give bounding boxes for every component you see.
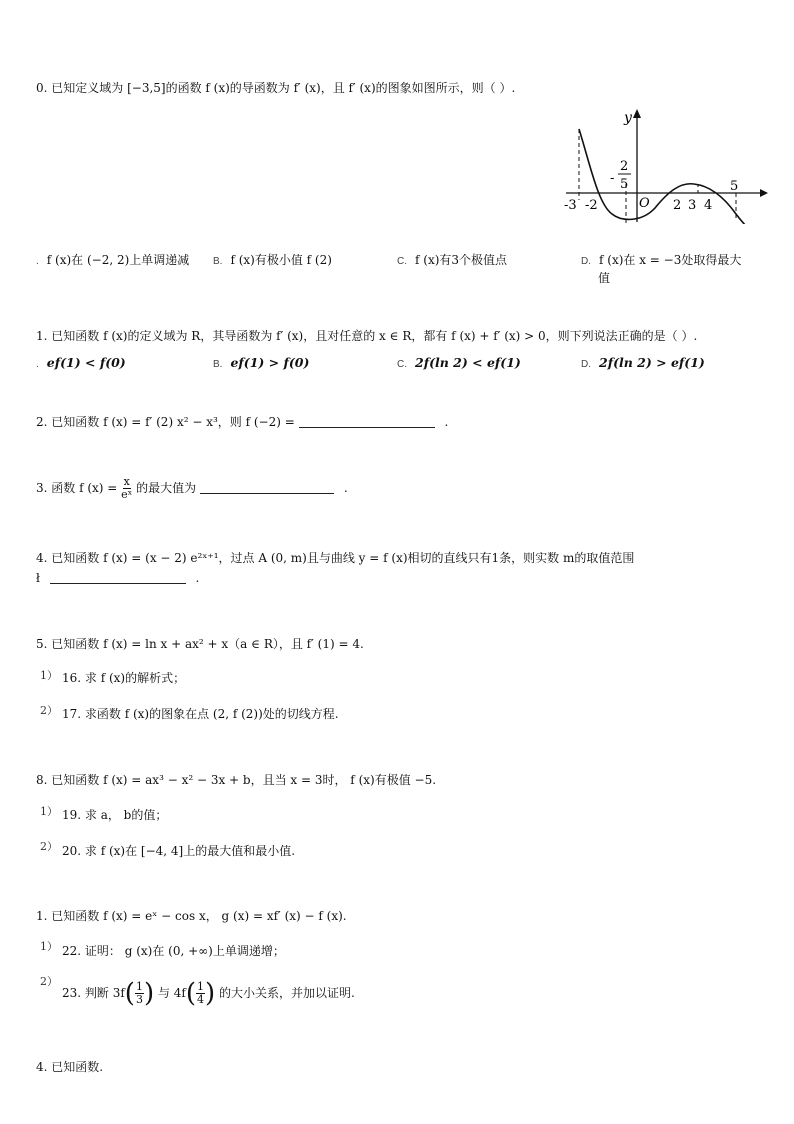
derivative-curve xyxy=(579,129,748,224)
tick-label: -2 xyxy=(585,198,598,213)
question-11-stem: 1. 已知函数 f (x)的定义域为 R，其导函数为 f′ (x)，且对任意的 x ∈ R，都有 f (x) + f′ (x) > 0，则下列说法正确的是（ ）. xyxy=(36,329,698,343)
frac-denominator: 5 xyxy=(620,177,629,192)
question-21-stem: 1. 已知函数 f (x) = eˣ − cos x， g (x) = xf′ (x) − f (x). xyxy=(36,909,347,923)
frac-numerator: 2 xyxy=(620,159,629,174)
sub-marker: 2） xyxy=(40,704,58,717)
q11-option-a[interactable]: . ef(1) < f(0) xyxy=(36,355,126,370)
q10-option-c[interactable]: C. f (x)有3个极值点 xyxy=(397,253,508,267)
tick-label: 2 xyxy=(673,198,682,213)
fraction: $\frac{x}{\text{eˣ}}$ xyxy=(121,475,133,501)
fraction: $\frac{1}{4}$ xyxy=(197,980,204,1006)
frac-minus: - xyxy=(610,171,615,186)
q10-option-d[interactable]: D. f (x)在 x = −3处取得最大 xyxy=(581,253,742,267)
question-10-stem: 0. 已知定义域为 [−3,5]的函数 f (x)的导函数为 f′ (x)，且 f′ (x)的图象如图所示，则（ ）. xyxy=(36,81,516,95)
graph-y-label: y xyxy=(624,110,632,126)
sub-marker: 2） xyxy=(40,840,58,853)
question-17: 17. 求函数 f (x)的图象在点 (2, f (2))处的切线方程. xyxy=(62,707,339,721)
question-15-stem: 5. 已知函数 f (x) = ln x + ax² + x（a ∈ R），且 f′ (1) = 4. xyxy=(36,637,364,651)
question-14-stem: 4. 已知函数 f (x) = (x − 2) e²ˣ⁺¹，过点 A (0, m)且与曲线 y = f (x)相切的直线只有1条，则实数 m的取值范围 xyxy=(36,551,635,565)
derivative-graph xyxy=(560,104,770,224)
q11-option-c[interactable]: C. 2f(ln 2) < ef(1) xyxy=(397,355,521,370)
sub-marker: 1） xyxy=(40,940,58,953)
question-12: 2. 已知函数 f (x) = f′ (2) x² − x³，则 f (−2) = . xyxy=(36,415,449,429)
question-23: 23. 判断 3f( $\frac{1}{3}$ ) 与 4f( $\frac{1}{4}$ ) 的大小关系，并加以证明. xyxy=(62,978,355,1009)
q10-option-a[interactable]: . f (x)在 (−2, 2)上单调递减 xyxy=(36,253,190,267)
q10-option-b[interactable]: B. f (x)有极小值 f (2) xyxy=(213,253,332,267)
tick-label: 4 xyxy=(704,198,713,213)
graph-origin-label: O xyxy=(639,196,650,211)
tick-label: -3 xyxy=(564,198,577,213)
q10-option-d-continued: 值 xyxy=(598,271,611,285)
sub-marker: 1） xyxy=(40,669,58,682)
answer-blank[interactable] xyxy=(200,493,334,494)
tick-label: 3 xyxy=(688,198,697,213)
q11-option-b[interactable]: B. ef(1) > f(0) xyxy=(213,355,310,370)
fraction: $\frac{1}{3}$ xyxy=(135,980,143,1006)
question-19: 19. 求 a， b的值； xyxy=(62,808,168,822)
question-13: 3. 函数 f (x) = $\frac{x}{\text{eˣ}}$ 的最大值为 . xyxy=(36,475,348,501)
question-16: 16. 求 f (x)的解析式； xyxy=(62,671,186,685)
question-24-stem: 4. 已知函数. xyxy=(36,1060,104,1074)
answer-blank[interactable] xyxy=(50,583,186,584)
question-20: 20. 求 f (x)在 [−4, 4]上的最大值和最小值. xyxy=(62,844,296,858)
tick-label: 5 xyxy=(730,179,739,194)
question-18-stem: 8. 已知函数 f (x) = ax³ − x² − 3x + b，且当 x = 3时， f (x)有极值 −5. xyxy=(36,773,437,787)
question-14-line2: ł . xyxy=(36,571,200,585)
answer-blank[interactable] xyxy=(299,427,435,428)
sub-marker: 1） xyxy=(40,805,58,818)
question-22: 22. 证明： g (x)在 (0, +∞)上单调递增； xyxy=(62,944,285,958)
sub-marker: 2） xyxy=(40,975,58,988)
question-12-stem: 2. 已知函数 f (x) = f′ (2) x² − x³，则 f (−2) = xyxy=(36,415,295,429)
q11-option-d[interactable]: D. 2f(ln 2) > ef(1) xyxy=(581,355,705,370)
